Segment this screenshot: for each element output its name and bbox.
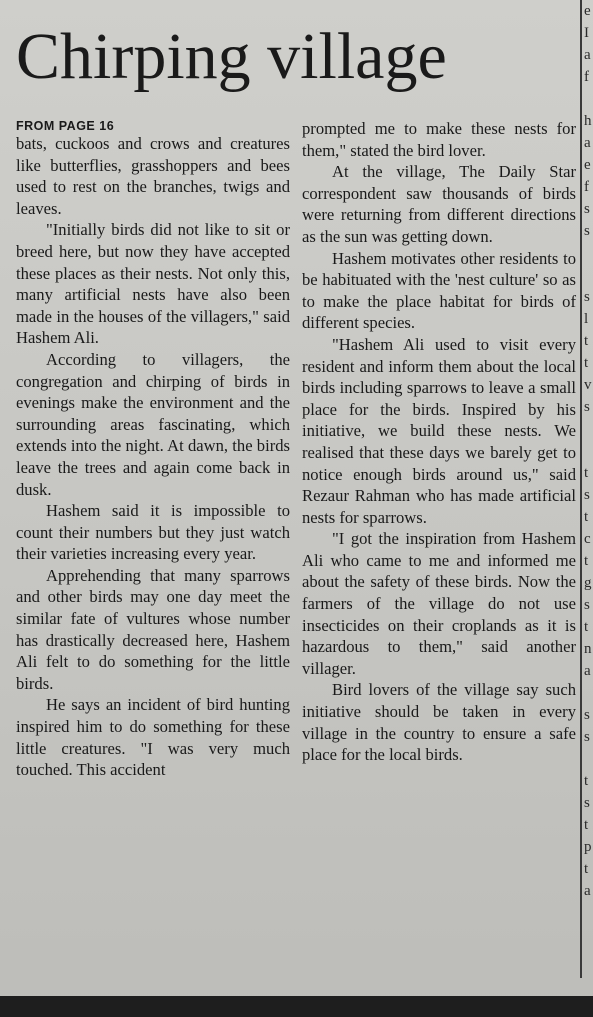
fragment-line xyxy=(584,418,593,440)
paragraph: prompted me to make these nests for them," stated the bird lover. xyxy=(302,119,576,160)
fragment-line: s xyxy=(584,795,590,811)
fragment-line: s xyxy=(584,289,590,305)
adjacent-column-fragments xyxy=(584,0,593,990)
paragraph: "I got the inspiration from Hashem Ali who came to me and informed me about the safety of these birds. Now the farmers of the village do not use insecticides on their croplands as it is hazardous to them," said another villager. xyxy=(302,529,576,678)
fragment-line: a xyxy=(584,663,591,679)
fragment-line: s xyxy=(584,399,590,415)
fragment-line: t xyxy=(584,465,589,481)
fragment-line: s xyxy=(584,729,590,745)
fragment-line xyxy=(584,242,593,264)
paragraph: "Initially birds did not like to sit or breed here, but now they have accepted these places as their nests. Not only this, many artificial nests have also been made in the houses of the villagers," said Hashem Ali. xyxy=(16,220,290,348)
fragment-line: s xyxy=(584,597,590,613)
jump-line: FROM PAGE 16 xyxy=(16,119,115,133)
fragment-line: p xyxy=(584,839,592,855)
fragment-line: g xyxy=(584,575,592,591)
fragment-line: t xyxy=(584,619,589,635)
fragment-line: s xyxy=(584,223,590,239)
fragment-line xyxy=(584,88,593,110)
fragment-line: t xyxy=(584,333,589,349)
fragment-line xyxy=(584,440,593,462)
fragment-line: f xyxy=(584,179,589,195)
fragment-line: t xyxy=(584,773,589,789)
fragment-line: t xyxy=(584,817,589,833)
article-column-right xyxy=(302,118,576,766)
fragment-line: h xyxy=(584,113,592,129)
fragment-line: s xyxy=(584,201,590,217)
paragraph: Apprehending that many sparrows and other birds may one day meet the similar fate of vultures whose number has drastically decreased here, Hashem Ali felt to do something for the little birds. xyxy=(16,565,290,693)
fragment-line: I xyxy=(584,25,589,41)
paragraph: Hashem motivates other residents to be habituated with the 'nest culture' so as to make the place habitat for birds of different species. xyxy=(302,248,576,333)
fragment-line: a xyxy=(584,47,591,63)
paragraph: According to villagers, the congregation and chirping of birds in evenings make the environment and the surrounding areas fascinating, which extends into the night. At dawn, the birds leave the trees and again come back in dusk. xyxy=(16,349,290,499)
fragment-line xyxy=(584,264,593,286)
fragment-line: e xyxy=(584,3,591,19)
paragraph: "Hashem Ali used to visit every resident and inform them about the local birds including sparrows to leave a small place for the birds. Inspired by his initiative, we build these nests. We realised that these days we barely get to notice enough birds around us," said Rezaur Rahman who has made artificial nests for sparrows. xyxy=(302,334,576,527)
paragraph: Bird lovers of the village say such initiative should be taken in every village in the country to ensure a safe place for the local birds. xyxy=(302,680,576,765)
paragraph: At the village, The Daily Star correspondent saw thousands of birds were returning from different directions as the sun was getting down. xyxy=(302,162,576,246)
fragment-line xyxy=(584,682,593,704)
fragment-line: c xyxy=(584,531,591,547)
paragraph: He says an incident of bird hunting inspired him to do something for these little creatures. "I was very much touched. This accident xyxy=(16,695,290,780)
fragment-line: t xyxy=(584,509,589,525)
fragment-line: v xyxy=(584,377,592,393)
fragment-line: n xyxy=(584,641,592,657)
paragraph: bats, cuckoos and crows and creatures like butterflies, grasshoppers and bees used to rest on the branches, twigs and leaves. xyxy=(16,134,290,218)
fragment-line: a xyxy=(584,135,591,151)
fragment-line: f xyxy=(584,69,589,85)
fragment-line: s xyxy=(584,487,590,503)
fragment-line: s xyxy=(584,707,590,723)
fragment-line: t xyxy=(584,553,589,569)
fragment-line: e xyxy=(584,157,591,173)
paragraph: Hashem said it is impossible to count their numbers but they just watch their varieties increasing every year. xyxy=(16,501,290,564)
page-bottom-edge xyxy=(0,996,593,1017)
fragment-line: t xyxy=(584,861,589,877)
fragment-line: a xyxy=(584,883,591,899)
fragment-line: t xyxy=(584,355,589,371)
fragment-line xyxy=(584,748,593,770)
article-column-left xyxy=(16,118,290,781)
headline: Chirping village xyxy=(16,20,447,93)
column-rule xyxy=(580,0,582,978)
fragment-line: l xyxy=(584,311,589,327)
